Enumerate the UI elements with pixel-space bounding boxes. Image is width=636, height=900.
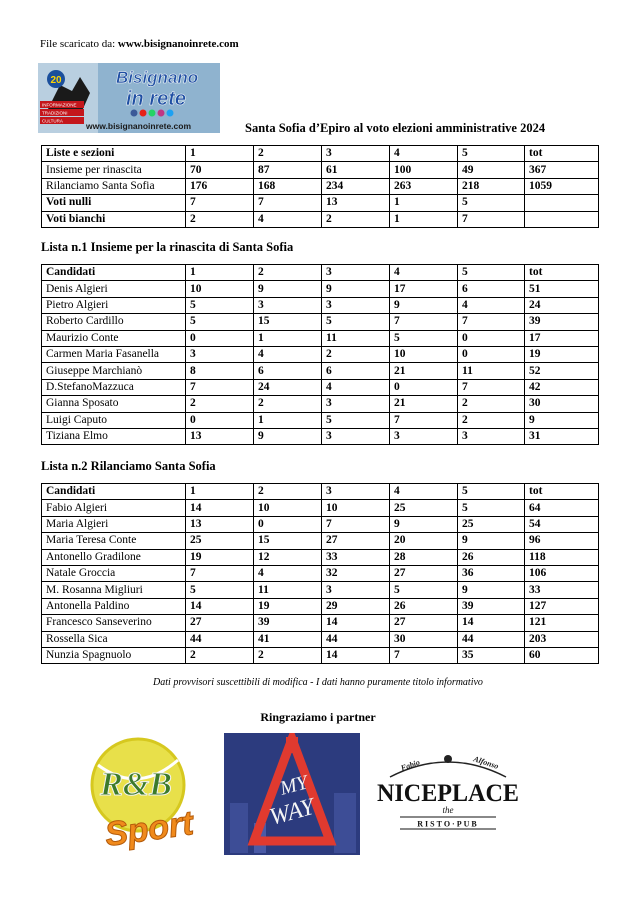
cell-value: 26 [390,598,458,614]
cell-value: 42 [525,379,599,395]
table-row [42,363,599,379]
cell-value: 4 [458,297,525,313]
cell-value: 21 [390,396,458,412]
cell-value: 3 [322,396,390,412]
cell-value: 26 [458,549,525,565]
candidate-name: Luigi Caputo [42,412,186,428]
table-row [42,297,599,313]
cell-value: 25 [458,516,525,532]
header-cell: 3 [322,265,390,281]
cell-value: 7 [254,195,322,211]
header-cell: Candidati [42,484,186,500]
cell-value: 20 [390,533,458,549]
cell-value: 49 [458,162,525,178]
cell-value: 25 [186,533,254,549]
cell-value: 6 [322,363,390,379]
cell-value: 0 [390,379,458,395]
header-cell: Liste e sezioni [42,146,186,162]
cell-value: 52 [525,363,599,379]
table-row [42,162,599,178]
cell-value: 5 [458,195,525,211]
my-text: MY [277,771,311,800]
candidate-name: Francesco Sanseverino [42,615,186,631]
table-header-row [42,146,599,162]
cell-value: 11 [458,363,525,379]
the-text: the [442,805,454,815]
header-cell: 3 [322,484,390,500]
cell-value: 17 [525,330,599,346]
table-row [42,582,599,598]
candidate-name: Fabio Algieri [42,500,186,516]
cell-value: 4 [322,379,390,395]
cell-value: 9 [254,281,322,297]
nice-place-logo [370,745,525,835]
cell-value: 3 [186,346,254,362]
header-cell: 3 [322,146,390,162]
header-cell: 2 [254,146,322,162]
cell-value: 203 [525,631,599,647]
cell-value: 25 [390,500,458,516]
cell-value: 6 [458,281,525,297]
candidate-name: Denis Algieri [42,281,186,297]
cell-value: 7 [186,379,254,395]
cell-value: 7 [186,565,254,581]
cell-value: 15 [254,314,322,330]
cell-value: 14 [322,647,390,663]
cell-value: 121 [525,615,599,631]
table-row [42,565,599,581]
cell-value: 5 [186,297,254,313]
table-row [42,178,599,194]
list1-title: Lista n.1 Insieme per la rinascita di Santa Sofia [41,240,294,254]
table-row [42,314,599,330]
cell-value: 2 [322,211,390,227]
cell-value: 5 [322,412,390,428]
cell-value: 19 [186,549,254,565]
bisignano-in-rete-logo [38,63,220,133]
download-source-line [40,38,239,50]
logo-tag3: CULTURA [42,118,63,124]
cell-value: 19 [525,346,599,362]
cell-value: 10 [254,500,322,516]
cell-value: 10 [186,281,254,297]
cell-value: 4 [254,346,322,362]
candidate-name: Giuseppe Marchianò [42,363,186,379]
rb-text: R&B [100,766,172,803]
cell-value: 1 [254,412,322,428]
cell-value: 35 [458,647,525,663]
header-cell: tot [525,146,599,162]
cell-value: 21 [390,363,458,379]
cell-value: 27 [390,565,458,581]
cell-value: 29 [322,598,390,614]
table-row [42,549,599,565]
cell-value: 100 [390,162,458,178]
logo-line2: in rete [126,88,187,110]
header-cell: 1 [186,484,254,500]
download-prefix: File scaricato da: [40,38,118,50]
header-cell: 5 [458,265,525,281]
fork-icon [444,755,452,763]
candidate-name: Tiziana Elmo [42,428,186,444]
cell-value: 1 [390,195,458,211]
cell-value: 7 [322,516,390,532]
header-cell: 4 [390,146,458,162]
cell-value: 5 [390,582,458,598]
candidate-name: Antonello Gradilone [42,549,186,565]
cell-value: 27 [322,533,390,549]
cell-value: 33 [322,549,390,565]
cell-value: 7 [458,211,525,227]
cell-value: 2 [186,211,254,227]
cell-value: 96 [525,533,599,549]
download-site-link[interactable]: www.bisignanoinrete.com [117,38,239,50]
cell-value: 27 [390,615,458,631]
cell-value: 0 [458,330,525,346]
candidate-name: Roberto Cardillo [42,314,186,330]
table-row [42,516,599,532]
table-row [42,412,599,428]
header-cell: Candidati [42,265,186,281]
cell-value: 2 [458,396,525,412]
table-row [42,615,599,631]
cell-value: 8 [186,363,254,379]
alfonso-text: Alfonso [472,754,500,771]
way-text: WAY [266,794,318,831]
candidate-name: Maria Algieri [42,516,186,532]
cell-value: 4 [254,211,322,227]
header-cell: 5 [458,146,525,162]
cell-value: 44 [322,631,390,647]
cell-value: 39 [458,598,525,614]
cell-value: 0 [186,412,254,428]
cell-value: 234 [322,178,390,194]
cell-value: 176 [186,178,254,194]
list2-title: Lista n.2 Rilanciamo Santa Sofia [41,459,216,473]
table-row [42,533,599,549]
cell-value: 168 [254,178,322,194]
cell-value: 106 [525,565,599,581]
cell-value: 127 [525,598,599,614]
cell-value: 5 [458,500,525,516]
cell-value: 7 [458,379,525,395]
cell-value: 9 [458,533,525,549]
candidate-name: Antonella Paldino [42,598,186,614]
cell-value: 44 [186,631,254,647]
logo-url: www.bisignanoinrete.com [86,121,192,131]
cell-value: 2 [186,396,254,412]
badge-number: 20 [50,75,62,86]
cell-value: 13 [322,195,390,211]
header-cell: 2 [254,484,322,500]
cell-value: 39 [525,314,599,330]
cell-value: 0 [458,346,525,362]
cell-value: 2 [458,412,525,428]
cell-value: 118 [525,549,599,565]
cell-value: 3 [322,582,390,598]
cell-value: 60 [525,647,599,663]
candidate-name: Gianna Sposato [42,396,186,412]
logo-tag2: TRADIZIONI [42,110,68,116]
cell-value: 17 [390,281,458,297]
cell-value: 6 [254,363,322,379]
cell-value [525,195,599,211]
cell-value: 0 [254,516,322,532]
cell-value: 54 [525,516,599,532]
cell-value: 5 [390,330,458,346]
candidate-name: Maurizio Conte [42,330,186,346]
cell-value: 41 [254,631,322,647]
rb-sport-logo [78,735,218,855]
list1-candidates-table [41,264,599,445]
table-row [42,211,599,227]
cell-value: 87 [254,162,322,178]
cell-value: 5 [322,314,390,330]
cell-value: 7 [390,314,458,330]
cell-value: 9 [390,516,458,532]
cell-value: 9 [254,428,322,444]
cell-value: 30 [525,396,599,412]
cell-value: 9 [322,281,390,297]
cell-value: 27 [186,615,254,631]
cell-value: 4 [254,565,322,581]
fabio-text: Fabio [399,757,422,773]
header-cell: tot [525,484,599,500]
header-cell: 2 [254,265,322,281]
cell-value: 39 [254,615,322,631]
table-row [42,346,599,362]
cell-value: 5 [186,582,254,598]
risto-pub-text: RISTO·PUB [417,819,479,829]
disclaimer-note: Dati provvisori suscettibili di modifica - I dati hanno puramente titolo informativo [153,677,483,688]
cell-value: 3 [390,428,458,444]
cell-value: 24 [254,379,322,395]
cell-value: 3 [254,297,322,313]
cell-value: 51 [525,281,599,297]
table-row [42,598,599,614]
header-cell: 5 [458,484,525,500]
cell-value: 70 [186,162,254,178]
cell-value: 7 [390,647,458,663]
cell-value: 2 [186,647,254,663]
cell-value: 2 [254,396,322,412]
cell-value: 13 [186,428,254,444]
cell-value: 24 [525,297,599,313]
cell-value: 3 [322,428,390,444]
row-label: Voti bianchi [42,211,186,227]
cell-value: 36 [458,565,525,581]
cell-value: 7 [186,195,254,211]
candidate-name: Nunzia Spagnuolo [42,647,186,663]
cell-value: 3 [458,428,525,444]
table-row [42,330,599,346]
cell-value: 9 [525,412,599,428]
cell-value: 2 [322,346,390,362]
niceplace-text: NICEPLACE [377,780,519,807]
logo-tag1: INFORMAZIONE [42,102,77,108]
row-label: Insieme per rinascita [42,162,186,178]
candidate-name: Rossella Sica [42,631,186,647]
cell-value: 367 [525,162,599,178]
cell-value: 15 [254,533,322,549]
cell-value: 9 [390,297,458,313]
cell-value: 7 [390,412,458,428]
cell-value: 7 [458,314,525,330]
header-cell: 4 [390,265,458,281]
cell-value: 1 [254,330,322,346]
cell-value [525,211,599,227]
candidate-name: M. Rosanna Migliuri [42,582,186,598]
table-row [42,500,599,516]
header-cell: tot [525,265,599,281]
summary-table [41,145,599,228]
table-row [42,281,599,297]
partners-title: Ringraziamo i partner [260,710,376,724]
candidate-name: D.StefanoMazzuca [42,379,186,395]
row-label: Rilanciamo Santa Sofia [42,178,186,194]
cell-value: 10 [390,346,458,362]
cell-value: 3 [322,297,390,313]
candidate-name: Carmen Maria Fasanella [42,346,186,362]
header-cell: 1 [186,146,254,162]
table-row [42,396,599,412]
candidate-name: Pietro Algieri [42,297,186,313]
cell-value: 263 [390,178,458,194]
cell-value: 30 [390,631,458,647]
cell-value: 10 [322,500,390,516]
cell-value: 14 [322,615,390,631]
cell-value: 218 [458,178,525,194]
candidate-name: Maria Teresa Conte [42,533,186,549]
my-way-logo [224,733,360,855]
cell-value: 5 [186,314,254,330]
page-title: Santa Sofia d’Epiro al voto elezioni amministrative 2024 [245,121,546,135]
table-row [42,631,599,647]
table-row [42,647,599,663]
logo-line1: Bisignano [116,68,199,87]
cell-value: 12 [254,549,322,565]
cell-value: 32 [322,565,390,581]
cell-value: 11 [254,582,322,598]
table-header-row [42,484,599,500]
cell-value: 31 [525,428,599,444]
table-row [42,379,599,395]
candidate-name: Natale Groccia [42,565,186,581]
cell-value: 1059 [525,178,599,194]
cell-value: 64 [525,500,599,516]
cell-value: 11 [322,330,390,346]
cell-value: 13 [186,516,254,532]
table-row [42,195,599,211]
cell-value: 14 [458,615,525,631]
cell-value: 0 [186,330,254,346]
cell-value: 61 [322,162,390,178]
table-row [42,428,599,444]
header-cell: 1 [186,265,254,281]
cell-value: 28 [390,549,458,565]
cell-value: 14 [186,500,254,516]
cell-value: 14 [186,598,254,614]
list2-candidates-table [41,483,599,664]
cell-value: 19 [254,598,322,614]
sport-text: Sport [102,804,196,855]
cell-value: 9 [458,582,525,598]
table-header-row [42,265,599,281]
cell-value: 2 [254,647,322,663]
cell-value: 33 [525,582,599,598]
header-cell: 4 [390,484,458,500]
cell-value: 1 [390,211,458,227]
row-label: Voti nulli [42,195,186,211]
cell-value: 44 [458,631,525,647]
